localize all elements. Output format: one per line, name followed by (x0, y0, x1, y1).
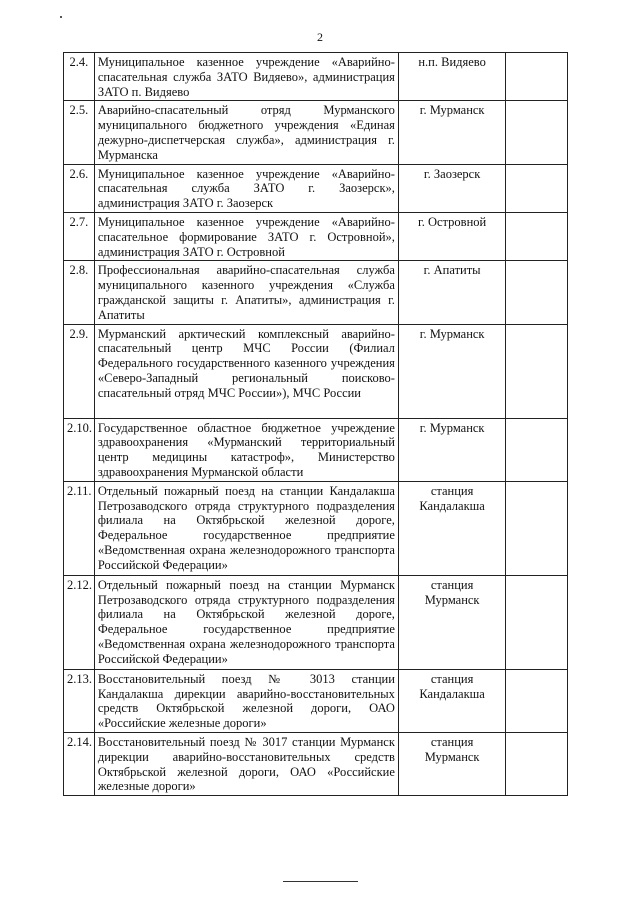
table-row (64, 101, 568, 164)
footer-rule (283, 881, 358, 882)
empty-cell (506, 101, 568, 164)
location (398, 575, 505, 669)
table-row (64, 212, 568, 260)
row-number: 2.6. (64, 164, 95, 212)
organization-name: Аварийно-спасательный отряд Мурманского муниципального бюджетного учреждения «Единая дежурно-диспетчерская служба», администрация г. Мурманска (94, 101, 398, 164)
row-number: 2.10. (64, 418, 95, 481)
location: г. Мурманск (398, 101, 505, 164)
location: г. Мурманск (398, 418, 505, 481)
organization-name: Отдельный пожарный поезд на станции Мурманск Петрозаводского отряда структурного подразделения филиала на Октябрьской железной дороге, Федеральное государственное предприятие «Ведомственная охрана железнодорожного транспорта Российской Федерации» (94, 575, 398, 669)
location-line: станция (430, 671, 474, 686)
location-line: Кандалакша (419, 686, 485, 701)
location-line: Кандалакша (419, 498, 485, 513)
empty-cell (506, 575, 568, 669)
empty-cell (506, 212, 568, 260)
location-line: станция (430, 577, 474, 592)
table-row (64, 324, 568, 418)
empty-cell (506, 53, 568, 101)
organizations-table (63, 52, 568, 796)
organization-name: Муниципальное казенное учреждение «Аварийно-спасательное формирование ЗАТО г. Островной», администрация ЗАТО г. Островной (94, 212, 398, 260)
empty-cell (506, 418, 568, 481)
table-row (64, 732, 568, 795)
organization-name: Государственное областное бюджетное учреждение здравоохранения «Мурманский территориальный центр медицины катастроф», Министерство здравоохранения Мурманской области (94, 418, 398, 481)
empty-cell (506, 732, 568, 795)
row-number: 2.13. (64, 669, 95, 732)
empty-cell (506, 669, 568, 732)
row-number: 2.14. (64, 732, 95, 795)
table-row (64, 575, 568, 669)
empty-cell (506, 164, 568, 212)
row-number: 2.5. (64, 101, 95, 164)
organization-name: Профессиональная аварийно-спасательная служба муниципального казенного учреждения «Служба гражданской защиты г. Апатиты», администрация г. Апатиты (94, 261, 398, 324)
row-number: 2.4. (64, 53, 95, 101)
table-row (64, 481, 568, 575)
location (398, 481, 505, 575)
row-number: 2.7. (64, 212, 95, 260)
row-number: 2.12. (64, 575, 95, 669)
table-row (64, 53, 568, 101)
location: г. Мурманск (398, 324, 505, 418)
table-row (64, 164, 568, 212)
location (398, 732, 505, 795)
table-row (64, 669, 568, 732)
empty-cell (506, 261, 568, 324)
location-line: Мурманск (424, 749, 480, 764)
page-number: 2 (317, 30, 323, 44)
empty-cell (506, 481, 568, 575)
organization-name: Муниципальное казенное учреждение «Аварийно-спасательная служба ЗАТО г. Заозерск», администрация ЗАТО г. Заозерск (94, 164, 398, 212)
table-row (64, 418, 568, 481)
organization-name: Муниципальное казенное учреждение «Аварийно-спасательная служба ЗАТО Видяево», администрация ЗАТО п. Видяево (94, 53, 398, 101)
location: г. Островной (398, 212, 505, 260)
location-line: станция (430, 483, 474, 498)
empty-cell (506, 324, 568, 418)
organization-name: Мурманский арктический комплексный аварийно-спасательный центр МЧС России (Филиал Федерального государственного казенного учреждения «Северо-Западный региональный поисково-спасательный отряд МЧС России»), МЧС России (94, 324, 398, 418)
location-line: Мурманск (424, 592, 480, 607)
location: н.п. Видяево (398, 53, 505, 101)
organization-name: Восстановительный поезд № 3013 станции Кандалакша дирекции аварийно-восстановительных средств Октябрьской железной дороги, ОАО «Российские железные дороги» (94, 669, 398, 732)
table-row (64, 261, 568, 324)
organization-name: Восстановительный поезд № 3017 станции Мурманск дирекции аварийно-восстановительных средств Октябрьской железной дороги, ОАО «Российские железные дороги» (94, 732, 398, 795)
location (398, 669, 505, 732)
location-line: станция (430, 734, 474, 749)
scan-speck (60, 16, 62, 18)
row-number: 2.8. (64, 261, 95, 324)
location: г. Заозерск (398, 164, 505, 212)
organization-name: Отдельный пожарный поезд на станции Кандалакша Петрозаводского отряда структурного подразделения филиала на Октябрьской железной дороге, Федеральное государственное предприятие «Ведомственная охрана железнодорожного транспорта Российской Федерации» (94, 481, 398, 575)
location: г. Апатиты (398, 261, 505, 324)
row-number: 2.9. (64, 324, 95, 418)
row-number: 2.11. (64, 481, 95, 575)
